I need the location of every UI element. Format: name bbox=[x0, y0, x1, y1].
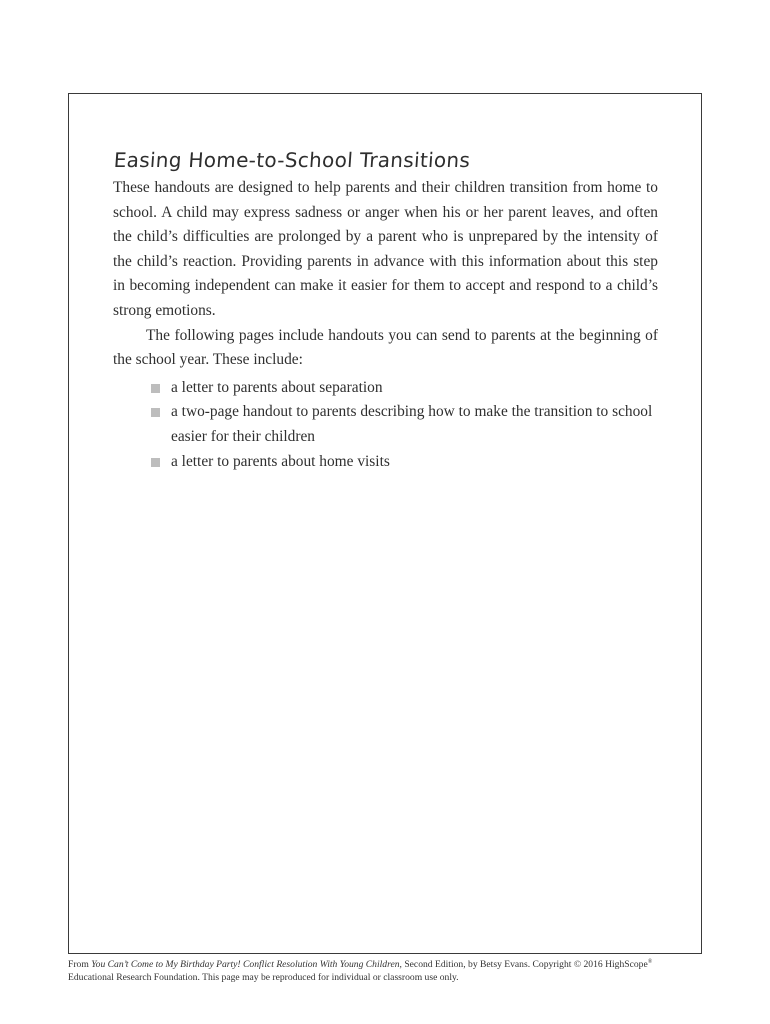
square-bullet-icon bbox=[151, 458, 160, 467]
list-item-text: a letter to parents about separation bbox=[171, 378, 383, 396]
book-title: You Can’t Come to My Birthday Party! Conflict Resolution With Young Children, bbox=[91, 959, 402, 970]
list-item bbox=[151, 450, 658, 475]
list-item-text: a two-page handout to parents describing how to make the transition to school easier for their children bbox=[171, 403, 653, 445]
square-bullet-icon bbox=[151, 408, 160, 417]
registered-mark: ® bbox=[647, 958, 653, 965]
list-item bbox=[151, 376, 658, 401]
footer-line-1 bbox=[68, 959, 708, 972]
copyright-footer bbox=[68, 959, 708, 984]
handouts-paragraph: The following pages include handouts you can send to parents at the beginning of the school year. These include: bbox=[113, 326, 658, 369]
square-bullet-icon bbox=[151, 384, 160, 393]
footer-edition-copyright: Second Edition, by Betsy Evans. Copyright © 2016 HighScope bbox=[401, 959, 648, 970]
footer-prefix: From bbox=[68, 959, 92, 970]
intro-paragraph: These handouts are designed to help parents and their children transition from home to school. A child may express sadness or anger when his or her parent leaves, and often the child’s difficulties are prolonged by a parent who is unprepared by the intensity of the child’s reaction. Providing parents in advance with this information about this step in becoming independent can make it easier for them to accept and respond to a child’s strong emotions. bbox=[113, 179, 658, 319]
list-item bbox=[151, 400, 658, 449]
footer-line-2: Educational Research Foundation. This page may be reproduced for individual or classroom use only. bbox=[68, 971, 459, 983]
page-title: Easing Home-to-School Transitions bbox=[113, 148, 472, 172]
list-item-text: a letter to parents about home visits bbox=[171, 452, 390, 470]
handout-list bbox=[113, 376, 658, 474]
main-content bbox=[113, 148, 658, 474]
